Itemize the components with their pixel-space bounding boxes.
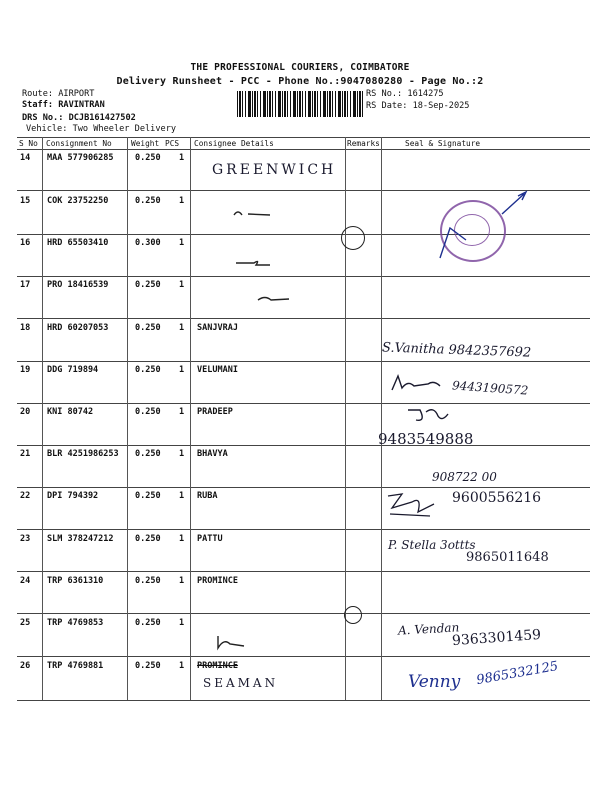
row-weight: 0.250 [135,618,161,628]
row-weight: 0.250 [135,407,161,417]
runsheet-subtitle: Delivery Runsheet - PCC - Phone No.:9047080280 - Page No.:2 [116,76,484,87]
row-sno: 20 [20,407,31,417]
handwritten-signature: S.Vanitha 9842357692 [381,340,532,361]
row-sno: 19 [20,365,31,375]
row-pcs: 1 [179,238,185,248]
row-consignment: DPI 794392 [47,491,99,501]
header-seal-signature: Seal & Signature [405,139,481,148]
row-weight: 0.250 [135,576,161,586]
row-sno: 23 [20,534,31,544]
handwritten-scribble [212,634,252,652]
handwritten-phone: 9483549888 [378,430,474,448]
row-sno: 17 [20,280,31,290]
row-consignee: VELUMANI [197,365,238,375]
barcode [237,91,363,117]
header-pcs: PCS [165,139,180,148]
row-consignee: BHAVYA [197,449,228,459]
row-sno: 25 [20,618,31,628]
row-consignee: PRADEEP [197,407,233,417]
handwritten-signature-mark [404,404,452,426]
row-consignee: PROMINCE [197,661,238,671]
handwritten-scribble [230,205,280,221]
row-weight: 0.250 [135,196,161,206]
handwritten-signature: A. Vendan [397,620,460,638]
row-pcs: 1 [179,407,185,417]
row-pcs: 1 [179,491,185,501]
row-sno: 21 [20,449,31,459]
row-pcs: 1 [179,196,185,206]
row-pcs: 1 [179,365,185,375]
company-title: THE PROFESSIONAL COURIERS, COIMBATORE [190,62,410,73]
row-pcs: 1 [179,534,185,544]
row-consignee: PATTU [197,534,223,544]
handwritten-signature: Venny [408,672,461,692]
row-consignment: SLM 378247212 [47,534,114,544]
route-label: Route: AIRPORT [22,89,95,99]
row-sno: 24 [20,576,31,586]
handwritten-phone: 9600556216 [452,490,542,506]
row-consignee: PROMINCE [197,576,238,586]
row-pcs: 1 [179,280,185,290]
row-consignee: SANJVRAJ [197,323,238,333]
row-weight: 0.250 [135,491,161,501]
handwritten-consignee: GREENWICH [212,162,337,178]
circled-mark [344,606,362,624]
row-sno: 18 [20,323,31,333]
header-consignment: Consignment No [46,139,112,148]
row-pcs: 1 [179,618,185,628]
row-weight: 0.250 [135,323,161,333]
row-weight: 0.300 [135,238,161,248]
handwritten-scribble [255,292,295,306]
header-weight: Weight [131,139,160,148]
handwritten-phone: 9865011648 [466,550,549,565]
row-pcs: 1 [179,153,185,163]
handwritten-signature: P. Stella 3ottts [388,538,476,552]
handwritten-phone: 9865332125 [475,658,560,689]
row-weight: 0.250 [135,280,161,290]
row-sno: 14 [20,153,31,163]
row-weight: 0.250 [135,365,161,375]
row-consignment: TRP 6361310 [47,576,104,586]
drs-number: DRS No.: DCJB161427502 [22,113,136,123]
rs-number: RS No.: 1614275 [366,89,444,99]
row-consignment: COK 23752250 [47,196,109,206]
row-consignment: HRD 65503410 [47,238,109,248]
header-consignee: Consignee Details [194,139,274,148]
row-sno: 16 [20,238,31,248]
row-consignment: TRP 4769853 [47,618,104,628]
row-pcs: 1 [179,576,185,586]
staff-label: Staff: RAVINTRAN [22,100,105,110]
row-pcs: 1 [179,449,185,459]
row-pcs: 1 [179,661,185,671]
row-consignment: BLR 4251986253 [47,449,119,459]
row-weight: 0.250 [135,661,161,671]
row-consignment: TRP 4769881 [47,661,104,671]
row-weight: 0.250 [135,153,161,163]
row-consignment: HRD 60207053 [47,323,109,333]
row-consignee: RUBA [197,491,218,501]
handwritten-signature-mark [382,486,442,520]
signature-scribble [432,188,532,272]
row-consignment: DDG 719894 [47,365,99,375]
handwritten-signature: 908722 00 [432,470,497,484]
row-pcs: 1 [179,323,185,333]
header-remarks: Remarks [347,139,380,148]
handwritten-consignee: SEAMAN [203,676,279,690]
handwritten-phone: 9443190572 [451,378,529,398]
row-consignment: MAA 577906285 [47,153,114,163]
row-sno: 22 [20,491,31,501]
row-consignment: KNI 80742 [47,407,94,417]
handwritten-signature-mark [388,372,448,396]
rs-date: RS Date: 18-Sep-2025 [366,101,470,111]
row-sno: 26 [20,661,31,671]
row-consignment: PRO 18416539 [47,280,109,290]
circled-mark [341,226,365,250]
row-weight: 0.250 [135,534,161,544]
row-weight: 0.250 [135,449,161,459]
handwritten-scribble [230,255,280,271]
row-sno: 15 [20,196,31,206]
header-sno: S No [19,139,38,148]
handwritten-phone: 9363301459 [451,626,542,650]
vehicle-label: Vehicle: Two Wheeler Delivery [26,124,177,134]
